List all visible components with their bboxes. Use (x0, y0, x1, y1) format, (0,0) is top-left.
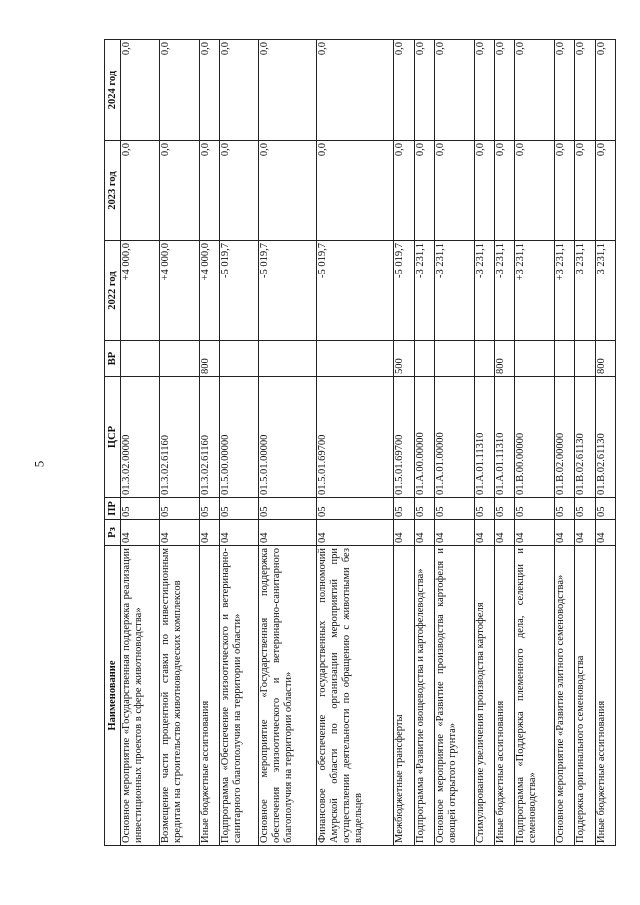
cell-2023: 0,0 (474, 141, 494, 241)
cell-csr: 01.А.01.11310 (474, 377, 494, 498)
cell-csr: 01.В.02.61130 (575, 377, 595, 498)
cell-csr: 01.3.02.61160 (160, 377, 199, 498)
cell-name: Подпрограмма «Поддержка племенного дела, селекции и семеноводства» (515, 546, 554, 846)
cell-name: Иные бюджетные ассигнования (199, 546, 219, 846)
table-body (121, 40, 616, 846)
cell-vr (435, 341, 474, 377)
cell-2022: +4 000,0 (121, 241, 160, 341)
table-row (394, 40, 414, 846)
cell-2024: 0,0 (414, 40, 434, 141)
cell-2024: 0,0 (554, 40, 574, 141)
table-row (435, 40, 474, 846)
cell-csr: 01.А.00.00000 (414, 377, 434, 498)
cell-vr (219, 341, 258, 377)
header-pr: ПР (105, 498, 121, 520)
cell-csr: 01.5.01.00000 (259, 377, 317, 498)
cell-2023: 0,0 (259, 141, 317, 241)
rotated-table-container (104, 40, 616, 846)
cell-pr: 05 (317, 498, 394, 520)
cell-pr: 05 (160, 498, 199, 520)
cell-2022: +4 000,0 (160, 241, 199, 341)
cell-2024: 0,0 (219, 40, 258, 141)
cell-vr (414, 341, 434, 377)
cell-2024: 0,0 (435, 40, 474, 141)
table-row (575, 40, 595, 846)
cell-rz: 04 (219, 520, 258, 546)
cell-2022: -3 231,1 (494, 241, 514, 341)
cell-name: Возмещение части процентной ставки по инвестиционным кредитам на строительство животноводческих комплексов (160, 546, 199, 846)
cell-2024: 0,0 (474, 40, 494, 141)
cell-2023: 0,0 (554, 141, 574, 241)
cell-csr: 01.А.01.11310 (494, 377, 514, 498)
cell-pr: 05 (121, 498, 160, 520)
cell-2022: -3 231,1 (435, 241, 474, 341)
cell-name: Основное мероприятие «Развитие производства картофеля и овощей открытого грунта» (435, 546, 474, 846)
table-row (474, 40, 494, 846)
page-number: 5 (31, 460, 47, 468)
cell-2024: 0,0 (515, 40, 554, 141)
cell-rz: 04 (259, 520, 317, 546)
cell-vr (554, 341, 574, 377)
cell-name: Основное мероприятие «Развитие элитного семеноводства» (554, 546, 574, 846)
cell-rz: 04 (515, 520, 554, 546)
cell-csr: 01.5.01.69700 (394, 377, 414, 498)
cell-name: Иные бюджетные ассигнования (494, 546, 514, 846)
cell-2022: -5 019,7 (317, 241, 394, 341)
cell-name: Иные бюджетные ассигнования (595, 546, 616, 846)
cell-2023: 0,0 (219, 141, 258, 241)
cell-pr: 05 (394, 498, 414, 520)
cell-2024: 0,0 (199, 40, 219, 141)
cell-2023: 0,0 (199, 141, 219, 241)
cell-rz: 04 (575, 520, 595, 546)
cell-rz: 04 (121, 520, 160, 546)
table-row (554, 40, 574, 846)
cell-2023: 0,0 (595, 141, 616, 241)
cell-csr: 01.А.01.00000 (435, 377, 474, 498)
cell-2024: 0,0 (575, 40, 595, 141)
table-row (414, 40, 434, 846)
cell-2024: 0,0 (160, 40, 199, 141)
cell-2022: -3 231,1 (414, 241, 434, 341)
cell-2022: -5 019,7 (259, 241, 317, 341)
cell-vr: 800 (494, 341, 514, 377)
header-2024: 2024 год (105, 40, 121, 141)
cell-name: Основное мероприятие «Государственная поддержка обеспечения эпизоотического и ветеринарно-санитарного благополучия на территории области» (259, 546, 317, 846)
cell-rz: 04 (474, 520, 494, 546)
table-row (219, 40, 258, 846)
cell-csr: 01.В.00.00000 (515, 377, 554, 498)
table-row (160, 40, 199, 846)
table-row (121, 40, 160, 846)
cell-csr: 01.5.00.00000 (219, 377, 258, 498)
cell-2024: 0,0 (394, 40, 414, 141)
cell-vr (160, 341, 199, 377)
cell-name: Подпрограмма «Развитие овощеводства и картофелеводства» (414, 546, 434, 846)
cell-rz: 04 (394, 520, 414, 546)
cell-rz: 04 (554, 520, 574, 546)
cell-2024: 0,0 (121, 40, 160, 141)
cell-2022: 3 231,1 (575, 241, 595, 341)
cell-2023: 0,0 (121, 141, 160, 241)
header-csr: ЦСР (105, 377, 121, 498)
cell-rz: 04 (317, 520, 394, 546)
cell-2024: 0,0 (259, 40, 317, 141)
table-row (199, 40, 219, 846)
cell-2023: 0,0 (435, 141, 474, 241)
table-row (515, 40, 554, 846)
cell-name: Финансовое обеспечение государственных полномочий Амурской области по организации мероприятий при осуществлении деятельности по обращению с животными без владельцев (317, 546, 394, 846)
cell-vr: 800 (199, 341, 219, 377)
cell-rz: 04 (160, 520, 199, 546)
cell-2024: 0,0 (317, 40, 394, 141)
cell-pr: 05 (414, 498, 434, 520)
header-2022: 2022 год (105, 241, 121, 341)
cell-name: Подпрограмма «Обеспечение эпизоотического и ветеринарно-санитарного благополучия на территории области» (219, 546, 258, 846)
cell-vr: 800 (595, 341, 616, 377)
cell-2022: +3 231,1 (515, 241, 554, 341)
table-row (494, 40, 514, 846)
cell-vr: 500 (394, 341, 414, 377)
cell-vr (515, 341, 554, 377)
cell-pr: 05 (575, 498, 595, 520)
cell-vr (474, 341, 494, 377)
cell-2023: 0,0 (160, 141, 199, 241)
cell-vr (259, 341, 317, 377)
cell-csr: 01.В.02.00000 (554, 377, 574, 498)
cell-pr: 05 (595, 498, 616, 520)
budget-table (104, 39, 616, 846)
table-header-row (105, 40, 121, 846)
cell-pr: 05 (435, 498, 474, 520)
cell-rz: 04 (595, 520, 616, 546)
cell-pr: 05 (494, 498, 514, 520)
cell-2023: 0,0 (317, 141, 394, 241)
cell-csr: 01.В.02.61130 (595, 377, 616, 498)
header-name: Наименование (105, 546, 121, 846)
cell-name: Основное мероприятие «Государственная поддержка реализации инвестиционных проектов в сфере животноводства» (121, 546, 160, 846)
cell-2023: 0,0 (414, 141, 434, 241)
table-row (595, 40, 616, 846)
cell-rz: 04 (414, 520, 434, 546)
cell-2022: +4 000,0 (199, 241, 219, 341)
cell-rz: 04 (494, 520, 514, 546)
cell-vr (121, 341, 160, 377)
cell-csr: 01.5.01.69700 (317, 377, 394, 498)
cell-vr (317, 341, 394, 377)
cell-2023: 0,0 (575, 141, 595, 241)
cell-name: Поддержка оригинального семеноводства (575, 546, 595, 846)
cell-2024: 0,0 (494, 40, 514, 141)
cell-name: Межбюджетные трансферты (394, 546, 414, 846)
cell-pr: 05 (219, 498, 258, 520)
cell-rz: 04 (199, 520, 219, 546)
table-row (259, 40, 317, 846)
cell-pr: 05 (554, 498, 574, 520)
cell-pr: 05 (259, 498, 317, 520)
cell-2022: -5 019,7 (219, 241, 258, 341)
header-rz: Рз (105, 520, 121, 546)
cell-name: Стимулирование увеличения производства картофеля (474, 546, 494, 846)
table-row (317, 40, 394, 846)
cell-2022: -5 019,7 (394, 241, 414, 341)
cell-2022: -3 231,1 (474, 241, 494, 341)
cell-pr: 05 (515, 498, 554, 520)
cell-2022: +3 231,1 (554, 241, 574, 341)
cell-pr: 05 (199, 498, 219, 520)
cell-2023: 0,0 (494, 141, 514, 241)
cell-2022: 3 231,1 (595, 241, 616, 341)
cell-csr: 01.3.02.61160 (199, 377, 219, 498)
cell-vr (575, 341, 595, 377)
cell-rz: 04 (435, 520, 474, 546)
cell-csr: 01.3.02.00000 (121, 377, 160, 498)
header-2023: 2023 год (105, 141, 121, 241)
cell-2023: 0,0 (394, 141, 414, 241)
cell-pr: 05 (474, 498, 494, 520)
cell-2023: 0,0 (515, 141, 554, 241)
header-vr: ВР (105, 341, 121, 377)
cell-2024: 0,0 (595, 40, 616, 141)
